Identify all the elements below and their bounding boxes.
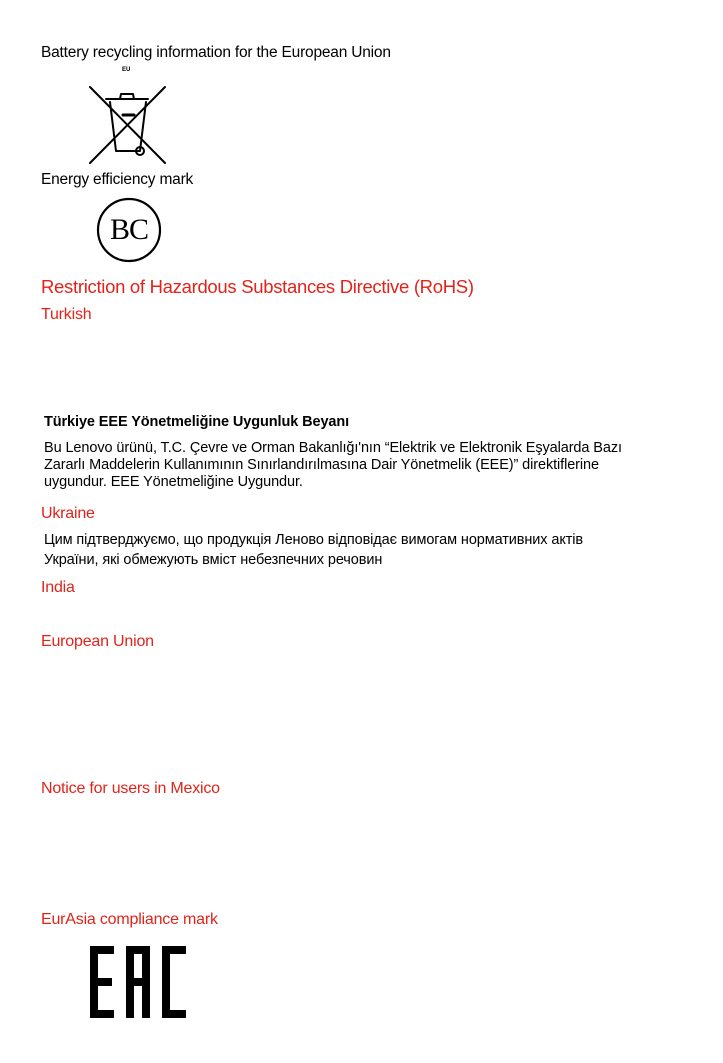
battery-recycling-heading: Battery recycling information for the European Union [41,44,391,61]
rohs-heading: Restriction of Hazardous Substances Directive (RoHS) [41,276,474,297]
turkish-line-2: Zararlı Maddelerin Kullanımının Sınırlandırılmasına Dair Yönetmelik (EEE)” direktiflerine [44,457,599,473]
mexico-notice-label: Notice for users in Mexico [41,780,220,797]
india-label: India [41,579,75,596]
european-union-label: European Union [41,633,154,650]
turkish-line-1: Bu Lenovo ürünü, T.C. Çevre ve Orman Bakanlığı'nın “Elektrik ve Elektronik Eşyalarda Bazı [44,440,622,456]
eu-label: EU [122,67,131,73]
eurasia-heading: EurAsia compliance mark [41,911,218,928]
turkish-line-3: uygundur. EEE Yönetmeliğine Uygundur. [44,474,303,490]
bc-mark-icon [96,197,162,263]
energy-efficiency-heading: Energy efficiency mark [41,171,194,188]
bc-mark-text: BC [109,213,149,246]
crossed-out-wheelie-bin-icon [88,84,168,166]
turkish-title: Türkiye EEE Yönetmeliğine Uygunluk Beyanı [44,414,350,430]
eac-mark-icon [90,946,186,1018]
ukraine-label: Ukraine [41,505,95,522]
ukraine-line-1: Цим підтверджуємо, що продукція Леново відповідає вимогам нормативних актів [44,532,584,548]
ukraine-line-2: України, які обмежують вміст небезпечних речовин [44,552,383,568]
turkish-label: Turkish [41,306,92,323]
